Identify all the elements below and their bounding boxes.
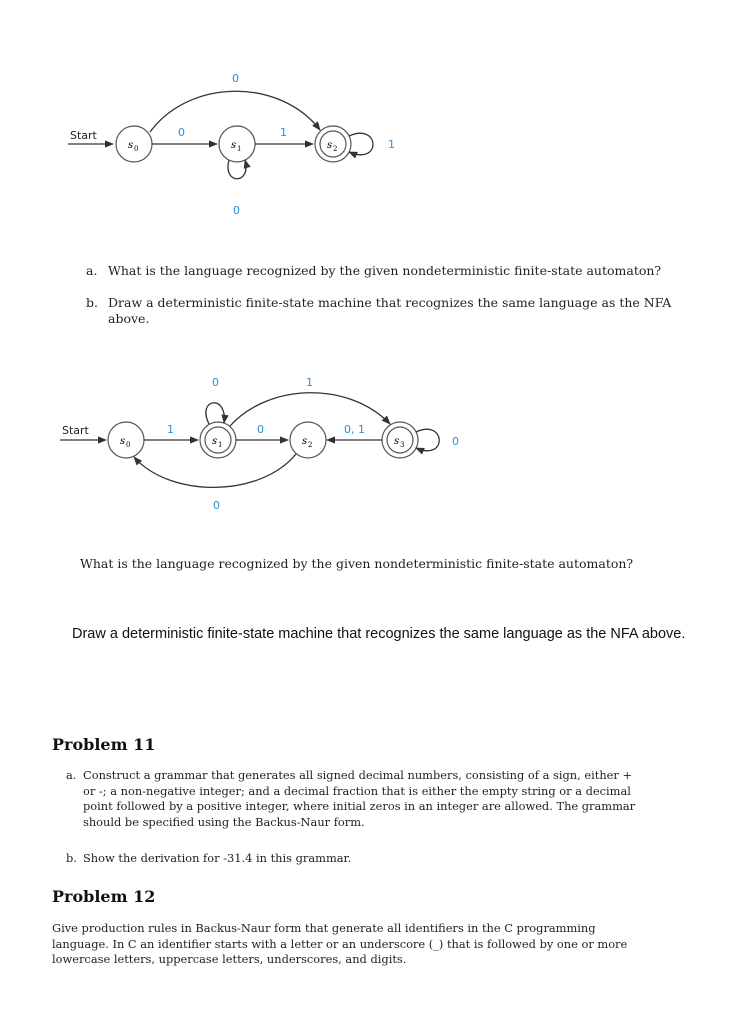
question-2-serif-text: What is the language recognized by the given nondeterministic finite-state automaton?	[80, 556, 634, 571]
svg-text:2: 2	[333, 145, 338, 153]
svg-text:0: 0	[126, 441, 131, 449]
problem-11-a-tag: a.	[66, 768, 77, 782]
problem-11-part-b	[66, 851, 644, 867]
edge-s1-loop	[206, 403, 224, 424]
question-2-sans-text: Draw a deterministic finite-state machine that recognizes the same language as the NFA above.	[72, 626, 686, 642]
problem-12-text: Give production rules in Backus-Naur form that generate all identifiers in the C programming language. In C an identifier starts with a letter or an underscore (_) that is followed by one or more lowercase letters, uppercase letters, underscores, and digits.	[52, 921, 628, 966]
question-b-text: Draw a deterministic finite-state machine that recognizes the same language as the NFA above.	[108, 295, 672, 326]
svg-text:3: 3	[400, 441, 405, 449]
state-s0	[108, 422, 144, 458]
problem-11-b-text: Show the derivation for -31.4 in this grammar.	[83, 851, 352, 865]
svg-text:s: s	[327, 140, 333, 151]
svg-text:s: s	[128, 140, 134, 151]
nfa-2-svg	[0, 368, 736, 518]
edge-label-s0-s1: 0	[178, 126, 185, 139]
edge-label-s1-loop: 0	[233, 204, 240, 217]
start-label: Start	[70, 129, 97, 142]
edge-label-s1-s3: 1	[306, 376, 313, 389]
question-a-tag: a.	[86, 263, 98, 278]
state-s0	[116, 126, 152, 162]
svg-text:0: 0	[134, 145, 139, 153]
svg-text:1: 1	[237, 145, 242, 153]
edge-label-s1-s2: 1	[280, 126, 287, 139]
nfa-1-svg	[0, 60, 736, 230]
problem-12-title: Problem 12	[52, 887, 156, 906]
state-s2-accepting	[315, 126, 351, 162]
svg-text:2: 2	[308, 441, 313, 449]
nfa-diagram-2	[0, 368, 736, 518]
problem-11-b-tag: b.	[66, 851, 77, 865]
svg-text:1: 1	[218, 441, 223, 449]
edge-label-s1-s2: 0	[257, 423, 264, 436]
question-b-1	[86, 295, 696, 327]
question-a-1	[86, 263, 696, 279]
edge-label-s0-s1: 1	[167, 423, 174, 436]
edge-s1-s3	[230, 393, 390, 426]
edge-label-s2-s0: 0	[213, 499, 220, 512]
edge-s2-loop	[349, 133, 373, 155]
edge-label-s3-loop: 0	[452, 435, 459, 448]
problem-11-a-text: Construct a grammar that generates all signed decimal numbers, consisting of a sign, either + or -; a non-negative integer; and a decimal fraction that is either the empty string or a decimal point followed by a positive integer, where initial zeros in an integer are allowed. The grammar should be specified using the Backus-Naur form.	[83, 768, 636, 829]
state-s3-accepting	[382, 422, 418, 458]
svg-text:s: s	[212, 436, 218, 447]
problem-12-body	[52, 921, 642, 968]
problem-11-part-a	[66, 768, 644, 830]
question-2-sans	[72, 624, 702, 645]
svg-text:s: s	[120, 436, 126, 447]
edge-s2-s0	[134, 454, 296, 487]
svg-text:s: s	[394, 436, 400, 447]
question-b-tag: b.	[86, 295, 98, 310]
question-a-text: What is the language recognized by the given nondeterministic finite-state automaton?	[108, 263, 662, 278]
edge-label-s2-loop: 1	[388, 138, 395, 151]
state-s1-accepting	[200, 422, 236, 458]
svg-text:s: s	[231, 140, 237, 151]
edge-s1-loop	[228, 160, 246, 179]
question-2-serif	[80, 556, 720, 572]
edge-label-s0-s2: 0	[232, 72, 239, 85]
edge-label-s2-s3: 0, 1	[344, 423, 365, 436]
state-s2	[290, 422, 326, 458]
edge-s3-loop	[416, 429, 439, 451]
edge-label-s1-loop: 0	[212, 376, 219, 389]
svg-text:s: s	[302, 436, 308, 447]
nfa-diagram-1	[0, 60, 736, 230]
start-label: Start	[62, 424, 89, 437]
problem-11-title: Problem 11	[52, 735, 156, 754]
state-s1	[219, 126, 255, 162]
